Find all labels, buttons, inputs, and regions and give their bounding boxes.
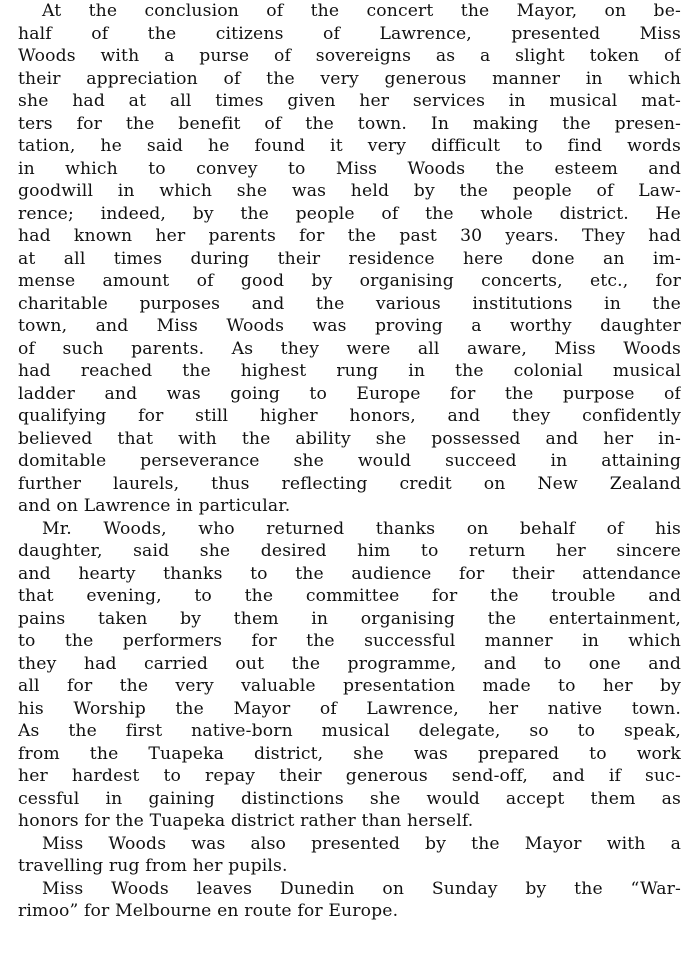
text-line: Woods with a purse of sovereigns as a slight token of: [18, 46, 681, 66]
text-line: At the conclusion of the concert the Mayor, on be-: [42, 1, 681, 21]
text-line: had known her parents for the past 30 years. They had: [18, 226, 681, 246]
text-line: domitable perseverance she would succeed in attaining: [18, 451, 681, 471]
text-line: qualifying for still higher honors, and they confidently: [18, 406, 681, 426]
text-line: pains taken by them in organising the entertainment,: [18, 608, 681, 629]
text-line: cessful in gaining distinctions she would accept them as: [18, 788, 681, 809]
text-line: Mr. Woods, who returned thanks on behalf of his: [42, 518, 681, 539]
text-line: rence; indeed, by the people of the whole district. He: [18, 203, 681, 224]
text-line: had reached the highest rung in the colonial musical: [18, 361, 681, 381]
text-line: travelling rug from her pupils.: [18, 856, 288, 876]
text-line: ladder and was going to Europe for the purpose of: [18, 383, 681, 404]
text-line: Miss Woods leaves Dunedin on Sunday by the “War-: [42, 878, 681, 899]
text-line: all for the very valuable presentation made to her by: [18, 676, 681, 696]
text-line: in which to convey to Miss Woods the esteem and: [18, 158, 681, 179]
text-line: charitable purposes and the various institutions in the: [18, 293, 681, 314]
text-line: and hearty thanks to the audience for their attendance: [18, 563, 681, 584]
paragraph-rug-gift: [18, 833, 681, 878]
text-line: honors for the Tuapeka district rather than herself.: [18, 811, 474, 831]
text-line: further laurels, thus reflecting credit on New Zealand: [18, 473, 681, 494]
text-line: town, and Miss Woods was proving a worthy daughter: [18, 316, 681, 336]
newspaper-column: [18, 0, 681, 923]
text-line: his Worship the Mayor of Lawrence, her native town.: [18, 698, 681, 719]
text-line: believed that with the ability she possessed and her in-: [18, 428, 681, 449]
text-line: that evening, to the committee for the trouble and: [18, 586, 681, 606]
text-line: to the performers for the successful manner in which: [18, 631, 681, 651]
text-line: of such parents. As they were all aware, Miss Woods: [18, 338, 681, 359]
text-line: goodwill in which she was held by the people of Law-: [18, 181, 681, 201]
text-line: at all times during their residence here done an im-: [18, 248, 681, 269]
text-line: and on Lawrence in particular.: [18, 496, 291, 516]
text-line: her hardest to repay their generous send-off, and if suc-: [18, 766, 681, 786]
text-line: half of the citizens of Lawrence, presented Miss: [18, 23, 681, 44]
text-line: their appreciation of the very generous manner in which: [18, 68, 681, 89]
paragraph-presentation: [18, 0, 681, 518]
paragraph-reply: [18, 518, 681, 833]
text-line: from the Tuapeka district, she was prepared to work: [18, 743, 681, 764]
text-line: tation, he said he found it very difficult to find words: [18, 136, 681, 156]
text-line: they had carried out the programme, and to one and: [18, 653, 681, 674]
text-line: rimoo” for Melbourne en route for Europe.: [18, 901, 399, 921]
text-line: ters for the benefit of the town. In making the presen-: [18, 113, 681, 134]
text-line: As the first native-born musical delegate, so to speak,: [18, 721, 681, 741]
text-line: she had at all times given her services in musical mat-: [18, 91, 681, 111]
text-line: daughter, said she desired him to return her sincere: [18, 541, 681, 561]
paragraph-departure: [18, 878, 681, 923]
text-line: Miss Woods was also presented by the Mayor with a: [42, 833, 681, 854]
text-line: mense amount of good by organising concerts, etc., for: [18, 271, 681, 291]
